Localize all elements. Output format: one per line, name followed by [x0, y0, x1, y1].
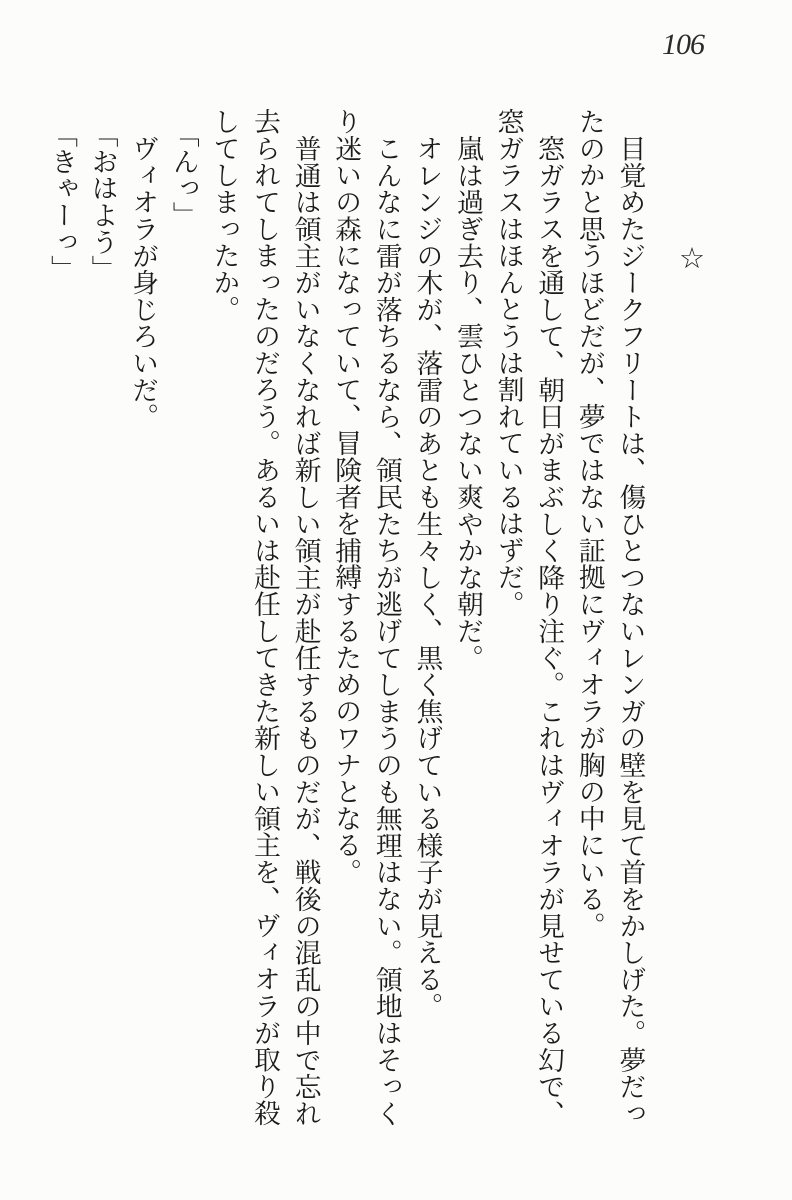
- text-line: こんなに雷が落ちるなら、領民たちが逃げてしまうのも無理はない。領地はそっく: [371, 134, 402, 1127]
- text-line: り迷いの森になっていて、冒険者を捕縛するためのワナとなる。: [331, 108, 362, 886]
- text-line: 「おはよう」: [87, 121, 118, 283]
- text-line: 目覚めたジークフリートは、傷ひとつないレンガの壁を見て首をかしげた。夢だっ: [615, 134, 646, 1127]
- text-line: オレンジの木が、落雷のあとも生々しく、黒く焦げている様子が見える。: [412, 134, 443, 1020]
- text-line: してしまったか。: [209, 108, 240, 323]
- page-number: 106: [662, 28, 704, 61]
- text-line: 窓ガラスを通して、朝日がまぶしく降り注ぐ。これはヴィオラが見せている幻で、: [534, 134, 565, 1127]
- text-line: 窓ガラスはほんとうは割れているはずだ。: [493, 108, 524, 618]
- text-line: 嵐は過ぎ去り、雲ひとつない爽やかな朝だ。: [453, 134, 483, 671]
- text-line: ヴィオラが身じろいだ。: [128, 134, 159, 430]
- text-line: 普通は領主がいなくなれば新しい領主が赴任するものだが、戦後の混乱の中で忘れ: [290, 134, 321, 1127]
- text-line: 去られてしまったのだろう。あるいは赴任してきた新しい領主を、ヴィオラが取り殺: [250, 108, 280, 1127]
- text-line: たのかと思うほどだが、夢ではない証拠にヴィオラが胸の中にいる。: [574, 108, 605, 939]
- text-line: 「きゃーっ」: [47, 121, 77, 283]
- scene-break-star: ☆: [679, 243, 705, 275]
- text-line: 「んっ」: [168, 121, 199, 229]
